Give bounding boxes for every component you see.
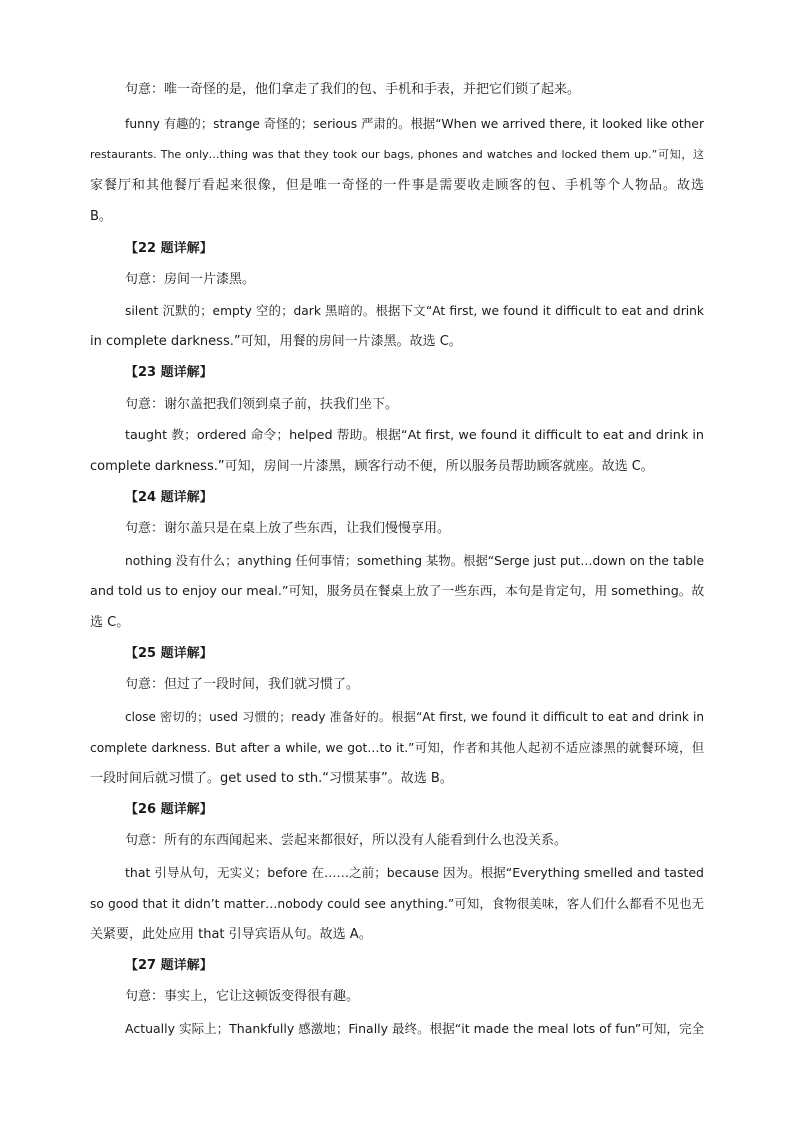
paragraph-line: Actually 实际上；Thankfully 感激地；Finally 最终。根据“it made the meal lots of fun”可知，完全 [125,1021,704,1036]
paragraph-line: funny 有趣的；strange 奇怪的；serious 严肃的。根据“When we arrived there, it looked like other [125,117,704,131]
paragraph-line: 句意：事实上，它让这顿饭变得很有趣。 [125,989,360,1004]
paragraph-line: close 密切的；used 习惯的；ready 准备好的。根据“At first, we found it difficult to eat and drink in [125,710,704,724]
section-heading: 【22 题详解】 [125,241,213,256]
paragraph-line: 句意：房间一片漆黑。 [125,272,256,287]
paragraph-line: complete darkness.”可知，房间一片漆黑，顾客行动不便，所以服务员帮助顾客就座。故选 C。 [90,459,654,474]
paragraph-line: complete darkness. But after a while, we got…to it.”可知，作者和其他人起初不适应漆黑的就餐环境，但 [90,741,704,755]
paragraph-line: so good that it didn’t matter…nobody could see anything.”可知，食物很美味，客人们什么都看不见也无 [90,897,704,911]
paragraph-line: silent 沉默的；empty 空的；dark 黑暗的。根据下文“At first, we found it difficult to eat and drink [125,304,704,318]
paragraph-line: 句意：但过了一段时间，我们就习惯了。 [125,677,360,692]
paragraph-line: B。 [90,209,112,224]
paragraph-line: 一段时间后就习惯了。get used to sth.“习惯某事”。故选 B。 [90,771,453,786]
section-heading: 【26 题详解】 [125,802,213,817]
paragraph-line: nothing 没有什么；anything 任何事情；something 某物。根据“Serge just put…down on the table [125,554,704,568]
paragraph-line: 关紧要，此处应用 that 引导宾语从句。故选 A。 [90,927,372,942]
paragraph-line: that 引导从句，无实义；before 在……之前；because 因为。根据“Everything smelled and tasted [125,865,704,880]
section-heading: 【24 题详解】 [125,490,213,505]
section-heading: 【25 题详解】 [125,646,213,661]
paragraph-line: 句意：所有的东西闻起来、尝起来都很好，所以没有人能看到什么也没关系。 [125,833,568,848]
paragraph-line: in complete darkness.”可知，用餐的房间一片漆黑。故选 C。 [90,334,462,349]
paragraph-line: 句意：谢尔盖只是在桌上放了些东西，让我们慢慢享用。 [125,521,451,536]
section-heading: 【27 题详解】 [125,958,213,973]
paragraph-line: taught 教；ordered 命令；helped 帮助。根据“At first, we found it difficult to eat and drink in [125,428,704,443]
paragraph-line: and told us to enjoy our meal.”可知，服务员在餐桌上放了一些东西，本句是肯定句，用 something。故 [90,584,704,599]
paragraph-line: 家餐厅和其他餐厅看起来很像，但是唯一奇怪的一件事是需要收走顾客的包、手机等个人物品。故选 [90,178,704,193]
paragraph-line: 句意：谢尔盖把我们领到桌子前，扶我们坐下。 [125,397,399,412]
paragraph-line: 句意：唯一奇怪的是，他们拿走了我们的包、手机和手表，并把它们锁了起来。 [125,82,581,97]
section-heading: 【23 题详解】 [125,365,213,380]
paragraph-line: restaurants. The only…thing was that they took our bags, phones and watches and locked them up.”可知，这 [90,148,704,161]
paragraph-line: 选 C。 [90,615,130,630]
